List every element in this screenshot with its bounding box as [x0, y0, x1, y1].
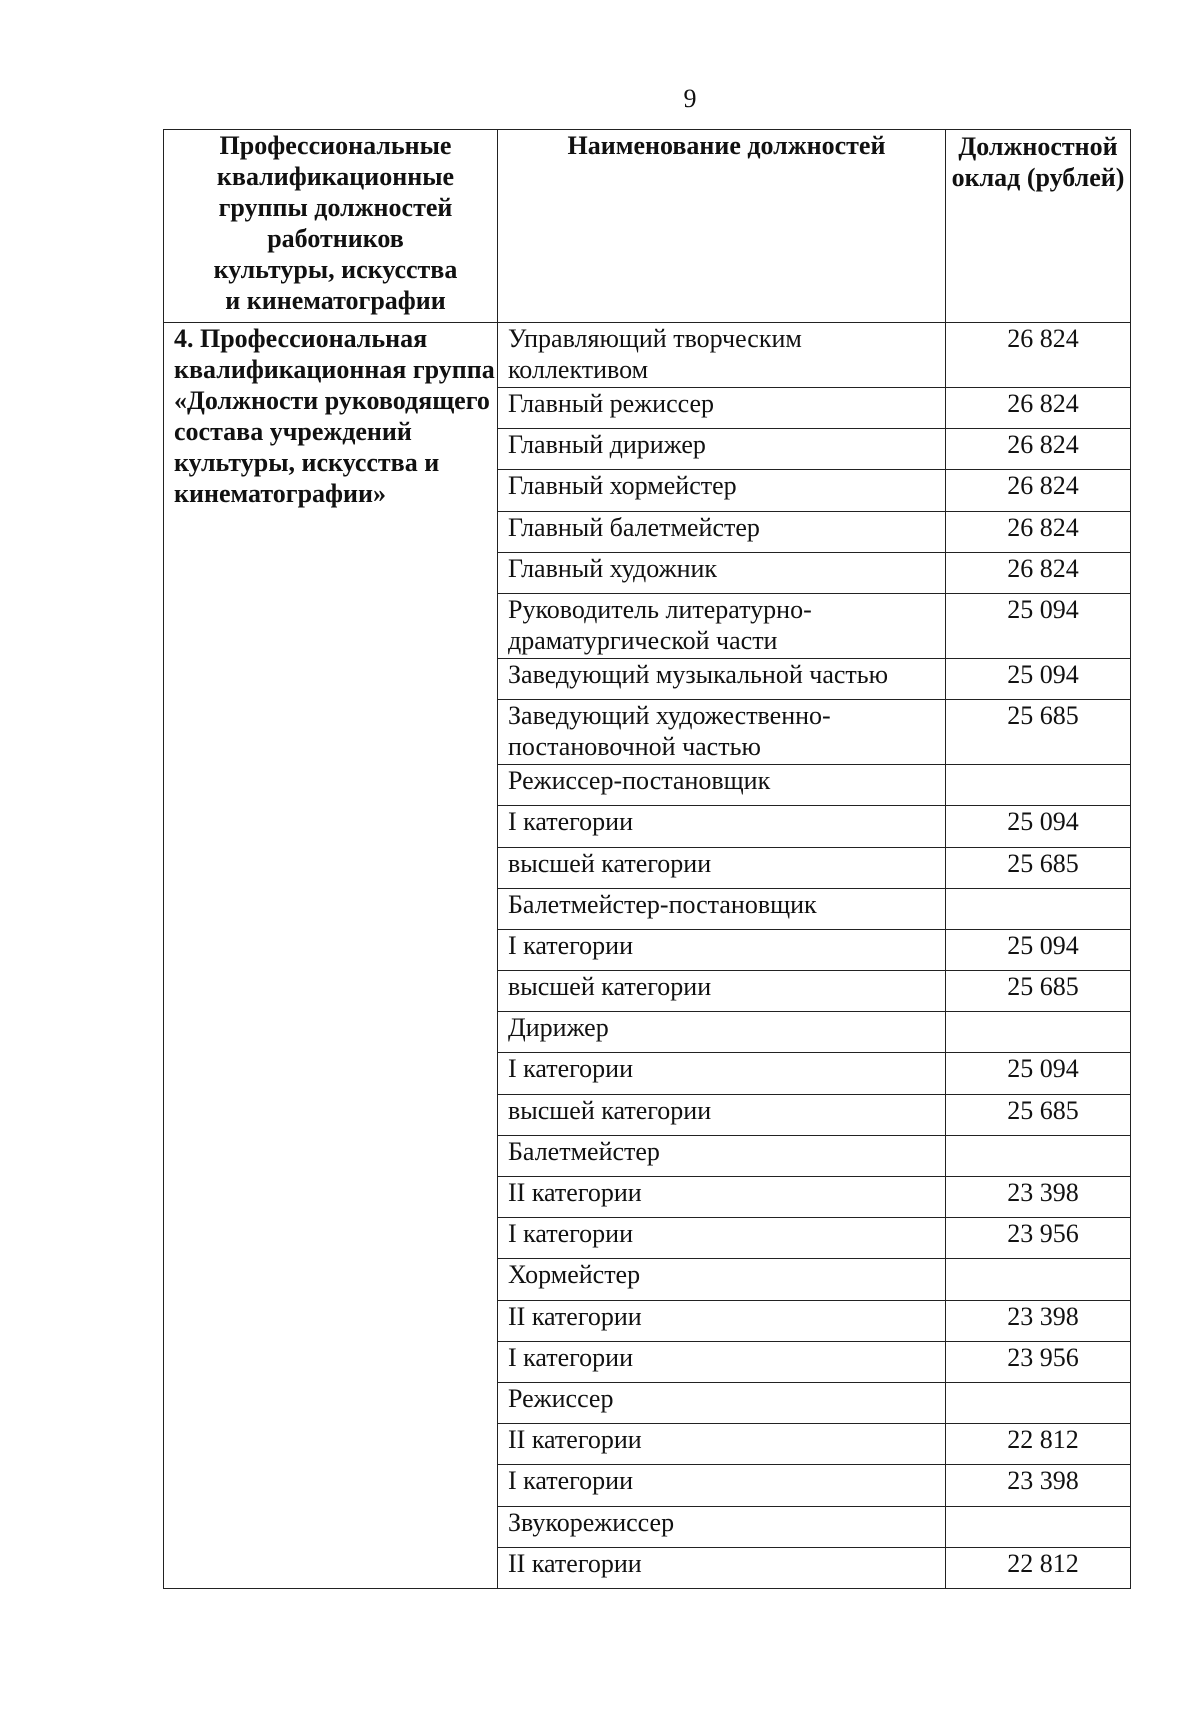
salary-cell: 23 398 [946, 1177, 1131, 1218]
position-name-cell: Главный режиссер [498, 388, 946, 429]
position-name-cell: Управляющий творческим коллективом [498, 323, 946, 388]
salary-cell: 26 824 [946, 511, 1131, 552]
position-name-cell: Главный балетмейстер [498, 511, 946, 552]
salary-cell [946, 1012, 1131, 1053]
table-body [164, 323, 1131, 1589]
position-name-cell: высшей категории [498, 1094, 946, 1135]
salary-cell: 23 398 [946, 1300, 1131, 1341]
position-name-cell: II категории [498, 1300, 946, 1341]
salary-cell: 25 094 [946, 806, 1131, 847]
salary-cell: 25 685 [946, 1094, 1131, 1135]
position-name-cell: Главный хормейстер [498, 470, 946, 511]
position-name-cell: Хормейстер [498, 1259, 946, 1300]
position-name-cell: I категории [498, 929, 946, 970]
header-position-name: Наименование должностей [498, 130, 946, 323]
position-name-cell: I категории [498, 1218, 946, 1259]
position-name-cell: Звукорежиссер [498, 1506, 946, 1547]
position-name-cell: I категории [498, 1053, 946, 1094]
salary-cell [946, 765, 1131, 806]
header-qualification-group: Профессиональные квалификационные группы должностей работников культуры, искусства и кинематографии [164, 130, 498, 323]
salary-cell: 25 685 [946, 700, 1131, 765]
salary-cell: 26 824 [946, 470, 1131, 511]
salary-table [163, 129, 1131, 1589]
position-name-cell: II категории [498, 1177, 946, 1218]
position-name-cell: II категории [498, 1424, 946, 1465]
position-name-cell: Режиссер [498, 1382, 946, 1423]
position-name-cell: Балетмейстер [498, 1135, 946, 1176]
salary-cell: 26 824 [946, 323, 1131, 388]
table-header-row [164, 130, 1131, 323]
salary-cell: 22 812 [946, 1547, 1131, 1588]
salary-cell [946, 1259, 1131, 1300]
position-name-cell: II категории [498, 1547, 946, 1588]
position-name-cell: I категории [498, 1341, 946, 1382]
salary-cell: 23 398 [946, 1465, 1131, 1506]
qualification-group-cell: 4. Профессиональная квалификационная группа «Должности руководящего состава учреждений культуры, искусства и кинематографии» [164, 323, 498, 1589]
position-name-cell: I категории [498, 1465, 946, 1506]
salary-cell: 23 956 [946, 1341, 1131, 1382]
salary-cell: 25 685 [946, 971, 1131, 1012]
position-name-cell: высшей категории [498, 847, 946, 888]
salary-cell [946, 1135, 1131, 1176]
position-name-cell: Руководитель литературно-драматургической части [498, 593, 946, 658]
salary-cell: 25 094 [946, 929, 1131, 970]
salary-cell [946, 1506, 1131, 1547]
table-row [164, 323, 1131, 388]
salary-cell: 26 824 [946, 552, 1131, 593]
position-name-cell: Режиссер-постановщик [498, 765, 946, 806]
salary-cell: 25 094 [946, 658, 1131, 699]
salary-cell [946, 888, 1131, 929]
salary-cell: 25 094 [946, 1053, 1131, 1094]
position-name-cell: высшей категории [498, 971, 946, 1012]
position-name-cell: Заведующий музыкальной частью [498, 658, 946, 699]
salary-cell: 23 956 [946, 1218, 1131, 1259]
salary-cell: 22 812 [946, 1424, 1131, 1465]
position-name-cell: Заведующий художественно-постановочной частью [498, 700, 946, 765]
position-name-cell: Балетмейстер-постановщик [498, 888, 946, 929]
position-name-cell: I категории [498, 806, 946, 847]
position-name-cell: Дирижер [498, 1012, 946, 1053]
page-number: 9 [683, 84, 697, 113]
salary-cell: 26 824 [946, 429, 1131, 470]
header-salary: Должностной оклад (рублей) [946, 130, 1131, 323]
position-name-cell: Главный дирижер [498, 429, 946, 470]
position-name-cell: Главный художник [498, 552, 946, 593]
salary-cell: 25 685 [946, 847, 1131, 888]
salary-cell [946, 1382, 1131, 1423]
salary-cell: 25 094 [946, 593, 1131, 658]
salary-cell: 26 824 [946, 388, 1131, 429]
